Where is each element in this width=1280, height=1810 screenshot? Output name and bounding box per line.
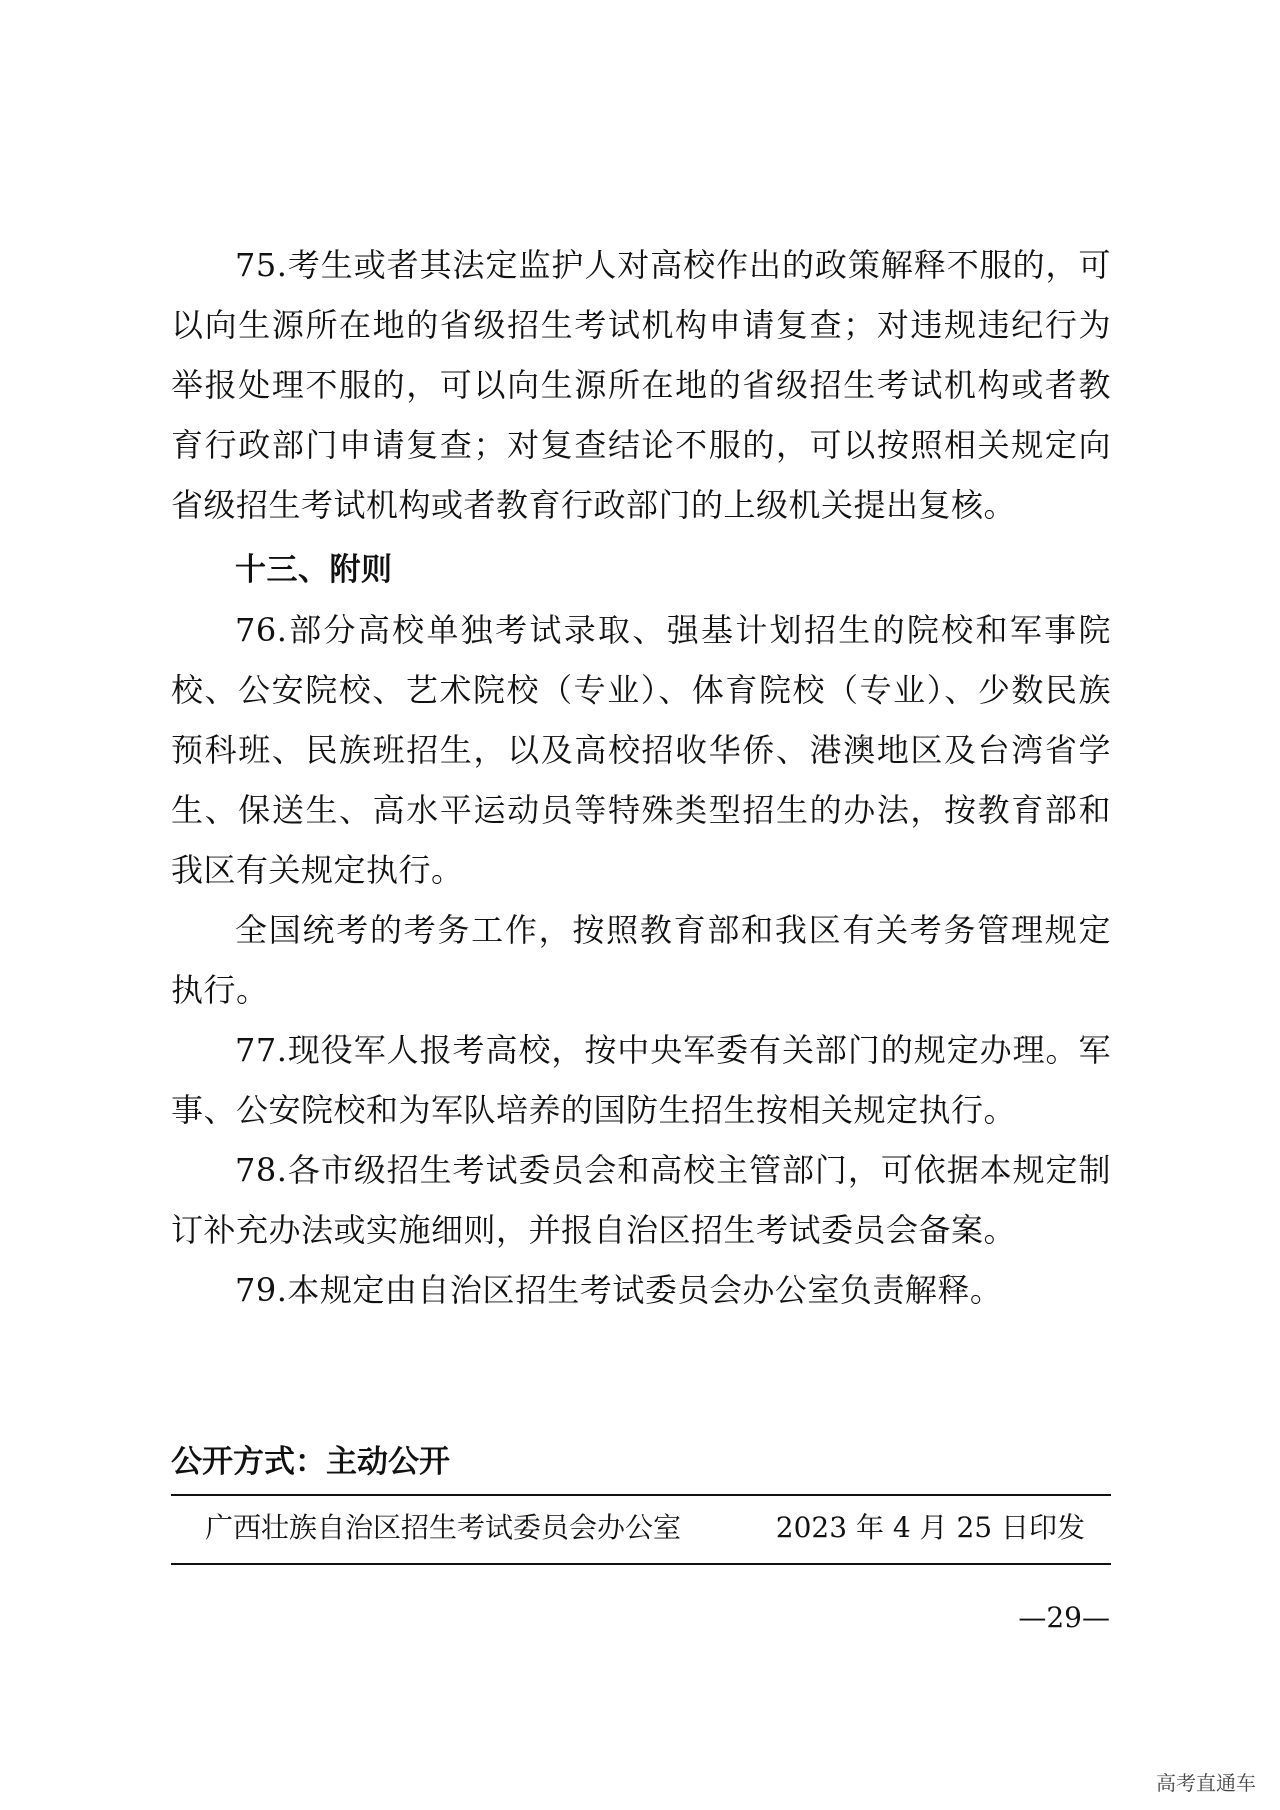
page-number: —29— bbox=[1018, 1601, 1110, 1634]
paragraph-79: 79.本规定由自治区招生考试委员会办公室负责解释。 bbox=[235, 1271, 1003, 1309]
paragraph-77: 77.现役军人报考高校，按中央军委有关部门的规定办理。军事、公安院校和为军队培养的国防生招生按相关规定执行。 bbox=[171, 1031, 1111, 1129]
publicity-mode: 公开方式：主动公开 bbox=[171, 1444, 450, 1480]
footer-divider-top bbox=[171, 1494, 1111, 1496]
issuer-line bbox=[205, 1504, 1085, 1552]
watermark-label: 高考直通车 bbox=[1150, 1763, 1262, 1800]
document-body bbox=[171, 235, 1111, 1320]
paragraph-exam-affairs: 全国统考的考务工作，按照教育部和我区有关考务管理规定执行。 bbox=[171, 911, 1111, 1009]
issuer-name: 广西壮族自治区招生考试委员会办公室 bbox=[205, 1511, 682, 1544]
issue-date: 2023 年 4 月 25 日印发 bbox=[775, 1511, 1085, 1544]
footer-divider-bottom bbox=[171, 1563, 1111, 1565]
paragraph-76: 76.部分高校单独考试录取、强基计划招生的院校和军事院校、公安院校、艺术院校（专业）、体育院校（专业）、少数民族预科班、民族班招生，以及高校招收华侨、港澳地区及台湾省学生、保送生、高水平运动员等特殊类型招生的办法，按教育部和我区有关规定执行。 bbox=[171, 611, 1111, 889]
paragraph-75: 75.考生或者其法定监护人对高校作出的政策解释不服的，可以向生源所在地的省级招生考试机构申请复查；对违规违纪行为举报处理不服的，可以向生源所在地的省级招生考试机构或者教育行政部门申请复查；对复查结论不服的，可以按照相关规定向省级招生考试机构或者教育行政部门的上级机关提出复核。 bbox=[171, 246, 1111, 524]
section-heading: 十三、附则 bbox=[235, 552, 393, 588]
paragraph-78: 78.各市级招生考试委员会和高校主管部门，可依据本规定制订补充办法或实施细则，并报自治区招生考试委员会备案。 bbox=[171, 1151, 1111, 1249]
